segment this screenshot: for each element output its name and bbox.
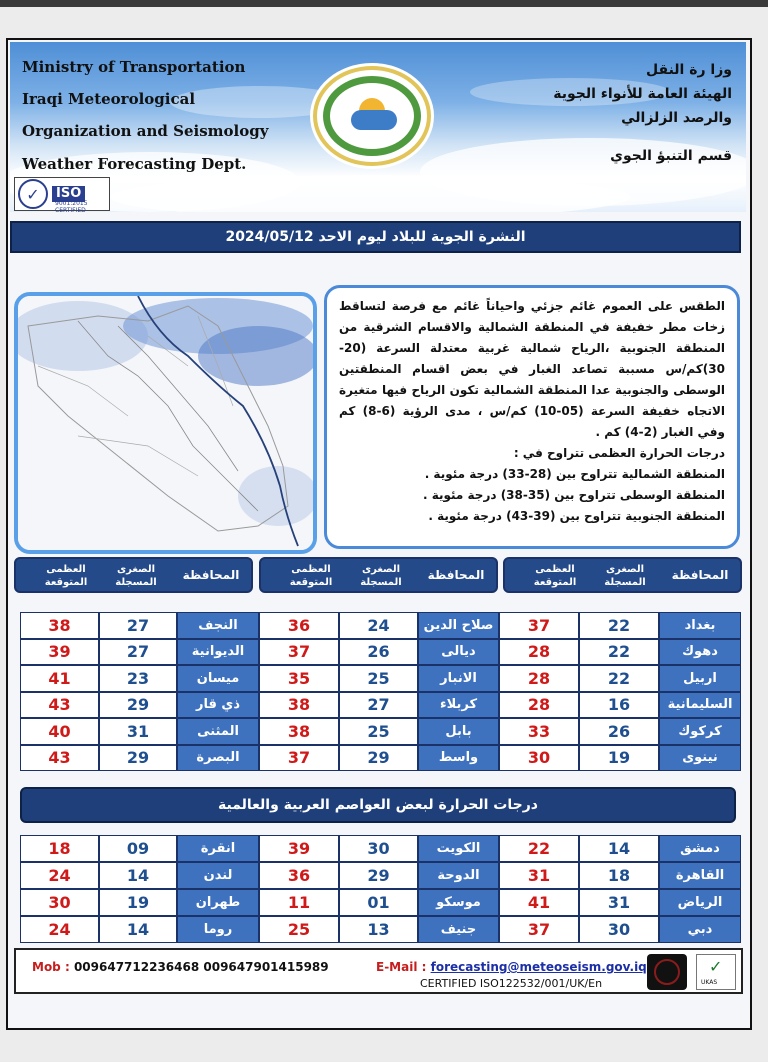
city-name-cell: السليمانية [659, 692, 741, 719]
city-name-cell: القاهرة [659, 862, 741, 889]
ukas-label: UKAS [701, 979, 718, 986]
iso-badge [14, 177, 110, 214]
city-name-cell: روما [177, 916, 259, 943]
max-temp-cell: 38 [259, 718, 339, 745]
forecast-paragraph: الطقس على العموم غائم جزئي واحياناً غائم مع فرصة لتساقط زخات مطر خفيفة في المنطقة الشمالية والاقسام الشرقية من المنطقة الجنوبية ،الرياح شمالية غربية معتدلة السرعة (20-30)كم/س مسببة تصاعد الغبار في بعض اقسام المنطقتين الوسطى والجنوبية عدا المنطقة الشمالية تكون الرياح فيها متغيرة الاتجاه خفيفة السرعة (05-10) كم/س ، مدى الرؤية (6-8) كم وفي الغبار (2-4) كم . [339, 299, 725, 439]
city-name-cell: ميسان [177, 665, 259, 692]
email-contact [376, 960, 647, 974]
min-temp-cell: 16 [579, 692, 659, 719]
min-temp-cell: 19 [99, 889, 177, 916]
city-name-cell: دهوك [659, 639, 741, 666]
min-temp-cell: 26 [339, 639, 418, 666]
email-link[interactable]: forecasting@meteoseism.gov.iq [430, 960, 647, 974]
forecast-text-box [324, 285, 740, 549]
max-temp-cell: 35 [259, 665, 339, 692]
max-temp-cell: 36 [259, 862, 339, 889]
contact-footer [14, 948, 743, 994]
min-temp-cell: 01 [339, 889, 418, 916]
min-temp-cell: 19 [579, 745, 659, 772]
max-temp-cell: 43 [20, 692, 99, 719]
iso-label: ISO [52, 186, 85, 202]
forecast-line: درجات الحرارة العظمى تتراوح في : [513, 446, 725, 460]
min-temp-cell: 27 [99, 639, 177, 666]
ministry-ar: وزا رة النقل [646, 62, 732, 78]
max-temp-cell: 37 [499, 612, 579, 639]
city-name-cell: الدوحة [418, 862, 499, 889]
min-temp-cell: 26 [579, 718, 659, 745]
max-temp-cell: 22 [499, 835, 579, 862]
min-temp-cell: 18 [579, 862, 659, 889]
max-temp-cell: 40 [20, 718, 99, 745]
city-name-cell: جنيف [418, 916, 499, 943]
max-temp-cell: 28 [499, 639, 579, 666]
max-temp-cell: 30 [499, 745, 579, 772]
min-temp-cell: 25 [339, 718, 418, 745]
governorate-header: المحافظة [427, 568, 485, 582]
min-header: الصغرى المسجلة [360, 564, 402, 588]
organization-en-line1: Iraqi Meteorological [22, 90, 196, 108]
max-header: العظمى المتوقعة [533, 564, 577, 588]
max-temp-cell: 38 [259, 692, 339, 719]
min-header: الصغرى المسجلة [604, 564, 646, 588]
seal-logo-icon [647, 954, 687, 990]
city-name-cell: نينوى [659, 745, 741, 772]
organization-ar-line1: الهيئة العامة للأنواء الجوية [553, 86, 732, 102]
min-temp-cell: 29 [339, 862, 418, 889]
city-name-cell: واسط [418, 745, 499, 772]
max-header: العظمى المتوقعة [44, 564, 88, 588]
min-temp-cell: 25 [339, 665, 418, 692]
min-temp-cell: 30 [339, 835, 418, 862]
min-temp-cell: 14 [579, 835, 659, 862]
organization-ar-line2: والرصد الزلزالي [621, 110, 732, 126]
city-name-cell: لندن [177, 862, 259, 889]
max-temp-cell: 30 [20, 889, 99, 916]
min-temp-cell: 27 [339, 692, 418, 719]
max-temp-cell: 11 [259, 889, 339, 916]
certification-text: CERTIFIED ISO122532/001/UK/En [420, 977, 603, 990]
min-temp-cell: 14 [99, 916, 177, 943]
city-name-cell: دبي [659, 916, 741, 943]
min-temp-cell: 22 [579, 639, 659, 666]
city-name-cell: الرياض [659, 889, 741, 916]
max-temp-cell: 38 [20, 612, 99, 639]
min-temp-cell: 31 [579, 889, 659, 916]
city-name-cell: موسكو [418, 889, 499, 916]
max-temp-cell: 24 [20, 862, 99, 889]
max-temp-cell: 28 [499, 665, 579, 692]
min-temp-cell: 29 [339, 745, 418, 772]
satellite-map-image [14, 292, 317, 554]
max-temp-cell: 37 [259, 639, 339, 666]
max-temp-cell: 41 [499, 889, 579, 916]
mobile-label: Mob : [32, 960, 70, 974]
department-en: Weather Forecasting Dept. [22, 155, 247, 173]
min-temp-cell: 23 [99, 665, 177, 692]
max-temp-cell: 39 [259, 835, 339, 862]
city-name-cell: الانبار [418, 665, 499, 692]
forecast-line: المنطقة الجنوبية تتراوح بين (39-43) درجة مئوية . [428, 509, 725, 523]
max-temp-cell: 39 [20, 639, 99, 666]
capitals-section-title: درجات الحرارة لبعض العواصم العربية والعالمية [20, 787, 736, 823]
forecast-line: المنطقة الشمالية تتراوح بين (28-33) درجة مئوية . [424, 467, 725, 481]
min-temp-cell: 13 [339, 916, 418, 943]
max-header: العظمى المتوقعة [289, 564, 333, 588]
checkmark-icon: ✓ [18, 179, 48, 209]
email-label: E-Mail : [376, 960, 427, 974]
max-temp-cell: 31 [499, 862, 579, 889]
min-temp-cell: 30 [579, 916, 659, 943]
city-name-cell: كربلاء [418, 692, 499, 719]
city-name-cell: النجف [177, 612, 259, 639]
department-ar: قسم التنبؤ الجوي [610, 148, 732, 164]
city-name-cell: صلاح الدين [418, 612, 499, 639]
column-header-group [259, 557, 498, 593]
top-bar [0, 0, 768, 7]
max-temp-cell: 36 [259, 612, 339, 639]
min-temp-cell: 27 [99, 612, 177, 639]
organization-logo-icon [313, 66, 431, 166]
governorate-header: المحافظة [182, 568, 240, 582]
governorate-header: المحافظة [671, 568, 729, 582]
city-name-cell: الكويت [418, 835, 499, 862]
city-name-cell: كركوك [659, 718, 741, 745]
max-temp-cell: 37 [499, 916, 579, 943]
min-temp-cell: 31 [99, 718, 177, 745]
ukas-logo-icon: ✓ UKAS [696, 954, 736, 990]
city-name-cell: المثنى [177, 718, 259, 745]
city-name-cell: اربيل [659, 665, 741, 692]
city-name-cell: بغداد [659, 612, 741, 639]
city-name-cell: انقرة [177, 835, 259, 862]
min-temp-cell: 29 [99, 745, 177, 772]
city-name-cell: ديالى [418, 639, 499, 666]
min-temp-cell: 29 [99, 692, 177, 719]
city-name-cell: بابل [418, 718, 499, 745]
max-temp-cell: 28 [499, 692, 579, 719]
max-temp-cell: 33 [499, 718, 579, 745]
min-header: الصغرى المسجلة [115, 564, 157, 588]
min-temp-cell: 14 [99, 862, 177, 889]
mobile-numbers: 009647712236468 009647901415989 [73, 960, 329, 974]
min-temp-cell: 22 [579, 612, 659, 639]
bulletin-title: النشرة الجوية للبلاد ليوم الاحد 2024/05/12 [10, 221, 741, 253]
forecast-line: المنطقة الوسطى تتراوح بين (35-38) درجة مئوية . [422, 488, 725, 502]
city-name-cell: دمشق [659, 835, 741, 862]
max-temp-cell: 43 [20, 745, 99, 772]
ministry-en: Ministry of Transportation [22, 58, 246, 76]
mobile-contact [32, 960, 329, 974]
column-header-group [14, 557, 253, 593]
max-temp-cell: 18 [20, 835, 99, 862]
iso-sub-label: 9001:2015 CERTIFIED [55, 200, 88, 214]
max-temp-cell: 37 [259, 745, 339, 772]
city-name-cell: الديوانية [177, 639, 259, 666]
min-temp-cell: 24 [339, 612, 418, 639]
organization-en-line2: Organization and Seismology [22, 122, 269, 140]
max-temp-cell: 41 [20, 665, 99, 692]
max-temp-cell: 25 [259, 916, 339, 943]
city-name-cell: البصرة [177, 745, 259, 772]
city-name-cell: طهران [177, 889, 259, 916]
min-temp-cell: 09 [99, 835, 177, 862]
min-temp-cell: 22 [579, 665, 659, 692]
max-temp-cell: 24 [20, 916, 99, 943]
column-header-group [503, 557, 742, 593]
city-name-cell: ذي قار [177, 692, 259, 719]
